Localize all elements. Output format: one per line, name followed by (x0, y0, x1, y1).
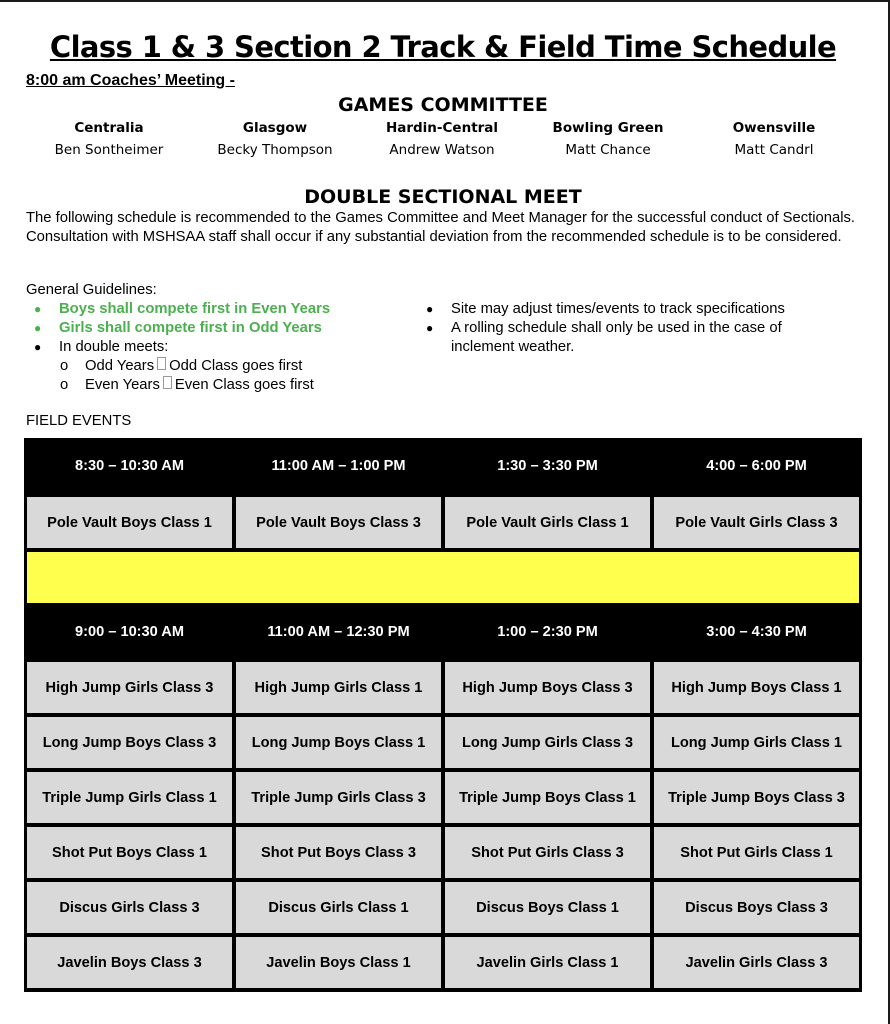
event-cell: Triple Jump Girls Class 3 (236, 772, 441, 823)
guideline-item: ● In double meets: (34, 339, 169, 355)
event-cell: Javelin Girls Class 1 (445, 937, 650, 988)
guideline-item: ● Site may adjust times/events to track specifications (426, 301, 785, 317)
member-school: Bowling Green (552, 120, 664, 136)
event-cell: Javelin Girls Class 3 (654, 937, 859, 988)
committee-member (200, 120, 350, 158)
event-cell: Shot Put Girls Class 3 (445, 827, 650, 878)
event-cell: Long Jump Boys Class 1 (236, 717, 441, 768)
guidelines-left-list (34, 300, 330, 395)
bullet-icon: ● (34, 321, 42, 335)
event-cell: Long Jump Girls Class 3 (445, 717, 650, 768)
page-title: Class 1 & 3 Section 2 Track & Field Time Schedule (49, 30, 837, 64)
member-school: Hardin-Central (385, 120, 499, 136)
event-cell: High Jump Girls Class 1 (236, 662, 441, 713)
meet-heading: DOUBLE SECTIONAL MEET (304, 186, 582, 208)
page-border-top (0, 0, 890, 2)
time-slot-header: 1:30 – 3:30 PM (445, 441, 650, 491)
intro-paragraph: The following schedule is recommended to the Games Committee and Meet Manager for the successful conduct of Sectionals. Consultation with MSHSAA staff shall occur if any substantial deviation from the recommended schedule is to be considered. (26, 210, 856, 245)
member-name: Matt Chance (565, 142, 651, 158)
guideline-item: ● A rolling schedule shall only be used in the case of inclement weather. (426, 320, 782, 355)
event-cell: Javelin Boys Class 3 (27, 937, 232, 988)
member-school: Owensville (732, 120, 816, 136)
sub-bullet-marker: o (60, 377, 69, 393)
guidelines-heading: General Guidelines: (26, 282, 157, 298)
guideline-subitem: o Even Years Even Class goes first (60, 377, 314, 393)
time-slot-header: 4:00 – 6:00 PM (654, 441, 859, 491)
committee-member (367, 120, 517, 158)
event-cell: Discus Boys Class 3 (654, 882, 859, 933)
time-slot-header: 9:00 – 10:30 AM (27, 606, 232, 658)
games-committee-heading: GAMES COMMITTEE (338, 94, 548, 116)
time-slot-header: 11:00 AM – 12:30 PM (236, 606, 441, 658)
event-cell: Long Jump Boys Class 3 (27, 717, 232, 768)
event-cell: Discus Girls Class 1 (236, 882, 441, 933)
guidelines-right-list (426, 300, 796, 356)
event-cell: Shot Put Boys Class 3 (236, 827, 441, 878)
field-events-label: FIELD EVENTS (26, 413, 132, 429)
schedule-table (24, 438, 862, 992)
member-name: Ben Sontheimer (54, 142, 164, 158)
event-cell: Triple Jump Boys Class 3 (654, 772, 859, 823)
guideline-item: ● Boys shall compete first in Even Years (34, 301, 331, 317)
event-cell: Long Jump Girls Class 1 (654, 717, 859, 768)
member-school: Glasgow (242, 120, 308, 136)
member-name: Becky Thompson (217, 142, 333, 158)
arrow-placeholder-icon (163, 376, 172, 389)
event-cell: Triple Jump Girls Class 1 (27, 772, 232, 823)
event-cell: Pole Vault Girls Class 1 (445, 497, 650, 548)
section-separator (27, 552, 859, 603)
guideline-item: ● Girls shall compete first in Odd Years (34, 320, 322, 336)
bullet-icon: ● (426, 302, 434, 316)
event-cell: High Jump Boys Class 3 (445, 662, 650, 713)
bullet-icon: ● (34, 302, 42, 316)
committee-member (34, 120, 184, 158)
sub-bullet-marker: o (60, 358, 69, 374)
event-cell: Pole Vault Boys Class 1 (27, 497, 232, 548)
member-name: Matt Candrl (734, 142, 814, 158)
event-cell: Pole Vault Girls Class 3 (654, 497, 859, 548)
guideline-subitem: o Odd Years Odd Class goes first (60, 358, 303, 374)
event-cell: Pole Vault Boys Class 3 (236, 497, 441, 548)
time-slot-header: 3:00 – 4:30 PM (654, 606, 859, 658)
member-school: Centralia (74, 120, 144, 136)
time-slot-header: 8:30 – 10:30 AM (27, 441, 232, 491)
committee-member (699, 120, 849, 158)
arrow-placeholder-icon (157, 357, 166, 370)
event-cell: Discus Girls Class 3 (27, 882, 232, 933)
event-cell: Shot Put Girls Class 1 (654, 827, 859, 878)
bullet-icon: ● (34, 340, 42, 354)
event-cell: Javelin Boys Class 1 (236, 937, 441, 988)
time-slot-header: 11:00 AM – 1:00 PM (236, 441, 441, 491)
event-cell: High Jump Boys Class 1 (654, 662, 859, 713)
coaches-meeting-note: 8:00 am Coaches’ Meeting - (26, 72, 235, 89)
committee-member (533, 120, 683, 158)
event-cell: Discus Boys Class 1 (445, 882, 650, 933)
event-cell: Shot Put Boys Class 1 (27, 827, 232, 878)
event-cell: High Jump Girls Class 3 (27, 662, 232, 713)
time-slot-header: 1:00 – 2:30 PM (445, 606, 650, 658)
bullet-icon: ● (426, 321, 434, 335)
event-cell: Triple Jump Boys Class 1 (445, 772, 650, 823)
member-name: Andrew Watson (389, 142, 495, 158)
